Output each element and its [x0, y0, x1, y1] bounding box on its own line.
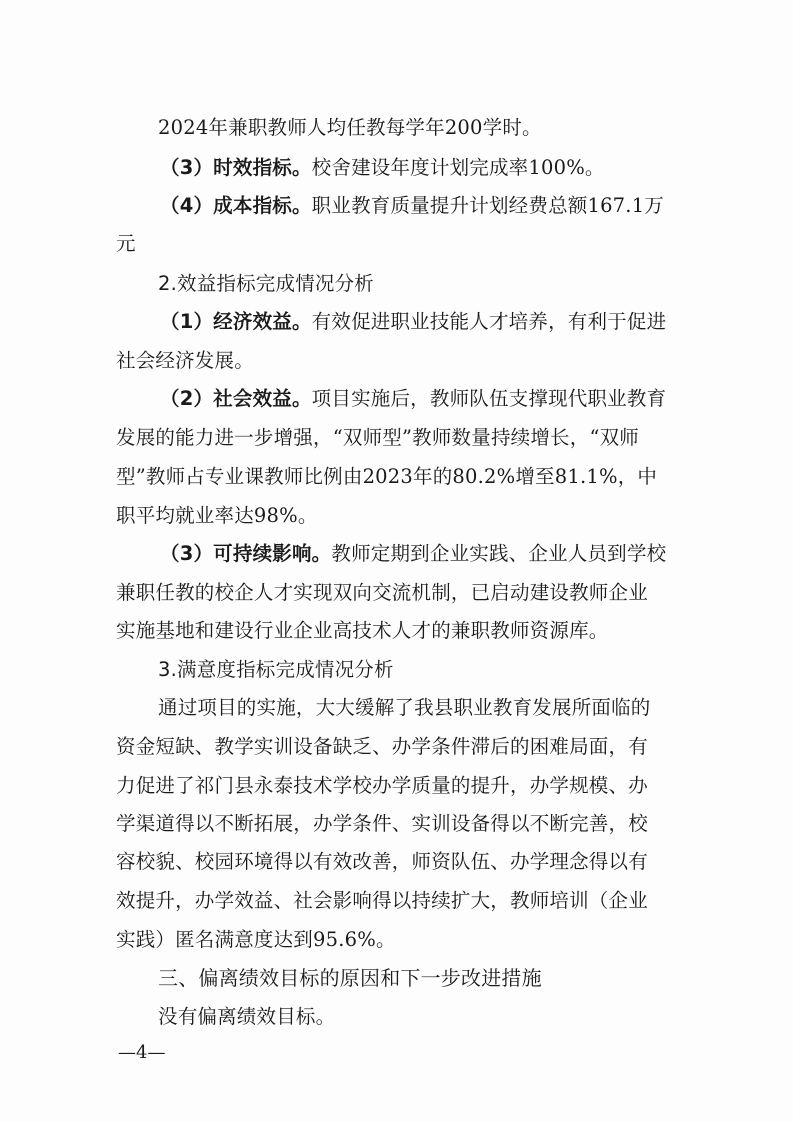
text-line	[160, 383, 666, 415]
text-line	[116, 577, 648, 609]
indicator-label: （3）时效指标。	[160, 156, 312, 179]
text-run: 资金短缺、教学实训设备缺乏、办学条件滞后的困难局面，有	[116, 735, 648, 758]
text-line	[116, 500, 318, 532]
text-run: 职业教育质量提升计划经费总额167.1万	[311, 194, 664, 217]
text-run: 职平均就业率达98%。	[116, 504, 318, 527]
text-line	[116, 461, 657, 493]
page-number: —4—	[118, 1042, 166, 1063]
text-line	[158, 692, 651, 724]
text-run: 发展的能力进一步增强，“双师型”教师数量持续增长，“双师	[116, 426, 640, 449]
subsection-heading	[158, 654, 394, 686]
section-heading	[158, 962, 542, 994]
indicator-label: （4）成本指标。	[160, 194, 312, 217]
text-line	[116, 770, 648, 802]
heading-text: 2.效益指标完成情况分析	[158, 272, 375, 295]
text-line	[116, 345, 254, 377]
text-line	[160, 538, 666, 570]
text-line	[160, 306, 666, 338]
text-line	[116, 615, 609, 647]
text-run: 通过项目的实施，大大缓解了我县职业教育发展所面临的	[158, 696, 651, 719]
text-run: 没有偏离绩效目标。	[158, 1005, 336, 1028]
text-run: 有效促进职业技能人才培养，有利于促进	[311, 310, 667, 333]
text-line	[116, 885, 648, 917]
text-run: 容校貌、校园环境得以有效改善，师资队伍、办学理念得以有	[116, 850, 648, 873]
text-line	[160, 190, 664, 222]
text-line	[116, 808, 648, 840]
text-line	[116, 924, 396, 956]
subsection-heading	[158, 268, 374, 300]
text-line	[158, 1001, 335, 1033]
text-run: 项目实施后，教师队伍支撑现代职业教育	[311, 387, 667, 410]
text-run: 社会经济发展。	[116, 349, 254, 372]
text-run: 力促进了祁门县永泰技术学校办学质量的提升，办学规模、办	[116, 774, 648, 797]
heading-text: 3.满意度指标完成情况分析	[158, 658, 394, 681]
text-run: 实施基地和建设行业企业高技术人才的兼职教师资源库。	[116, 619, 609, 642]
text-line	[116, 422, 639, 454]
text-run: 2024年兼职教师人均任教每学年200学时。	[158, 116, 542, 139]
text-run: 元	[116, 232, 136, 255]
text-line	[158, 112, 542, 144]
text-run: 实践）匿名满意度达到95.6%。	[116, 928, 396, 951]
text-run: 型”教师占专业课教师比例由2023年的80.2%增至81.1%，中	[116, 465, 658, 488]
text-run: 教师定期到企业实践、企业人员到学校	[331, 542, 667, 565]
text-run: 兼职任教的校企人才实现双向交流机制，已启动建设教师企业	[116, 581, 648, 604]
heading-text: 三、偏离绩效目标的原因和下一步改进措施	[158, 966, 542, 990]
text-line	[116, 846, 648, 878]
indicator-label: （3）可持续影响。	[160, 542, 332, 565]
text-line	[116, 228, 136, 260]
text-run: 学渠道得以不断拓展，办学条件、实训设备得以不断完善，校	[116, 812, 648, 835]
indicator-label: （1）经济效益。	[160, 310, 312, 333]
text-run: 校舍建设年度计划完成率100%。	[311, 156, 605, 179]
indicator-label: （2）社会效益。	[160, 387, 312, 410]
text-line	[116, 731, 648, 763]
text-run: 效提升，办学效益、社会影响得以持续扩大，教师培训（企业	[116, 889, 648, 912]
text-line	[160, 152, 605, 184]
